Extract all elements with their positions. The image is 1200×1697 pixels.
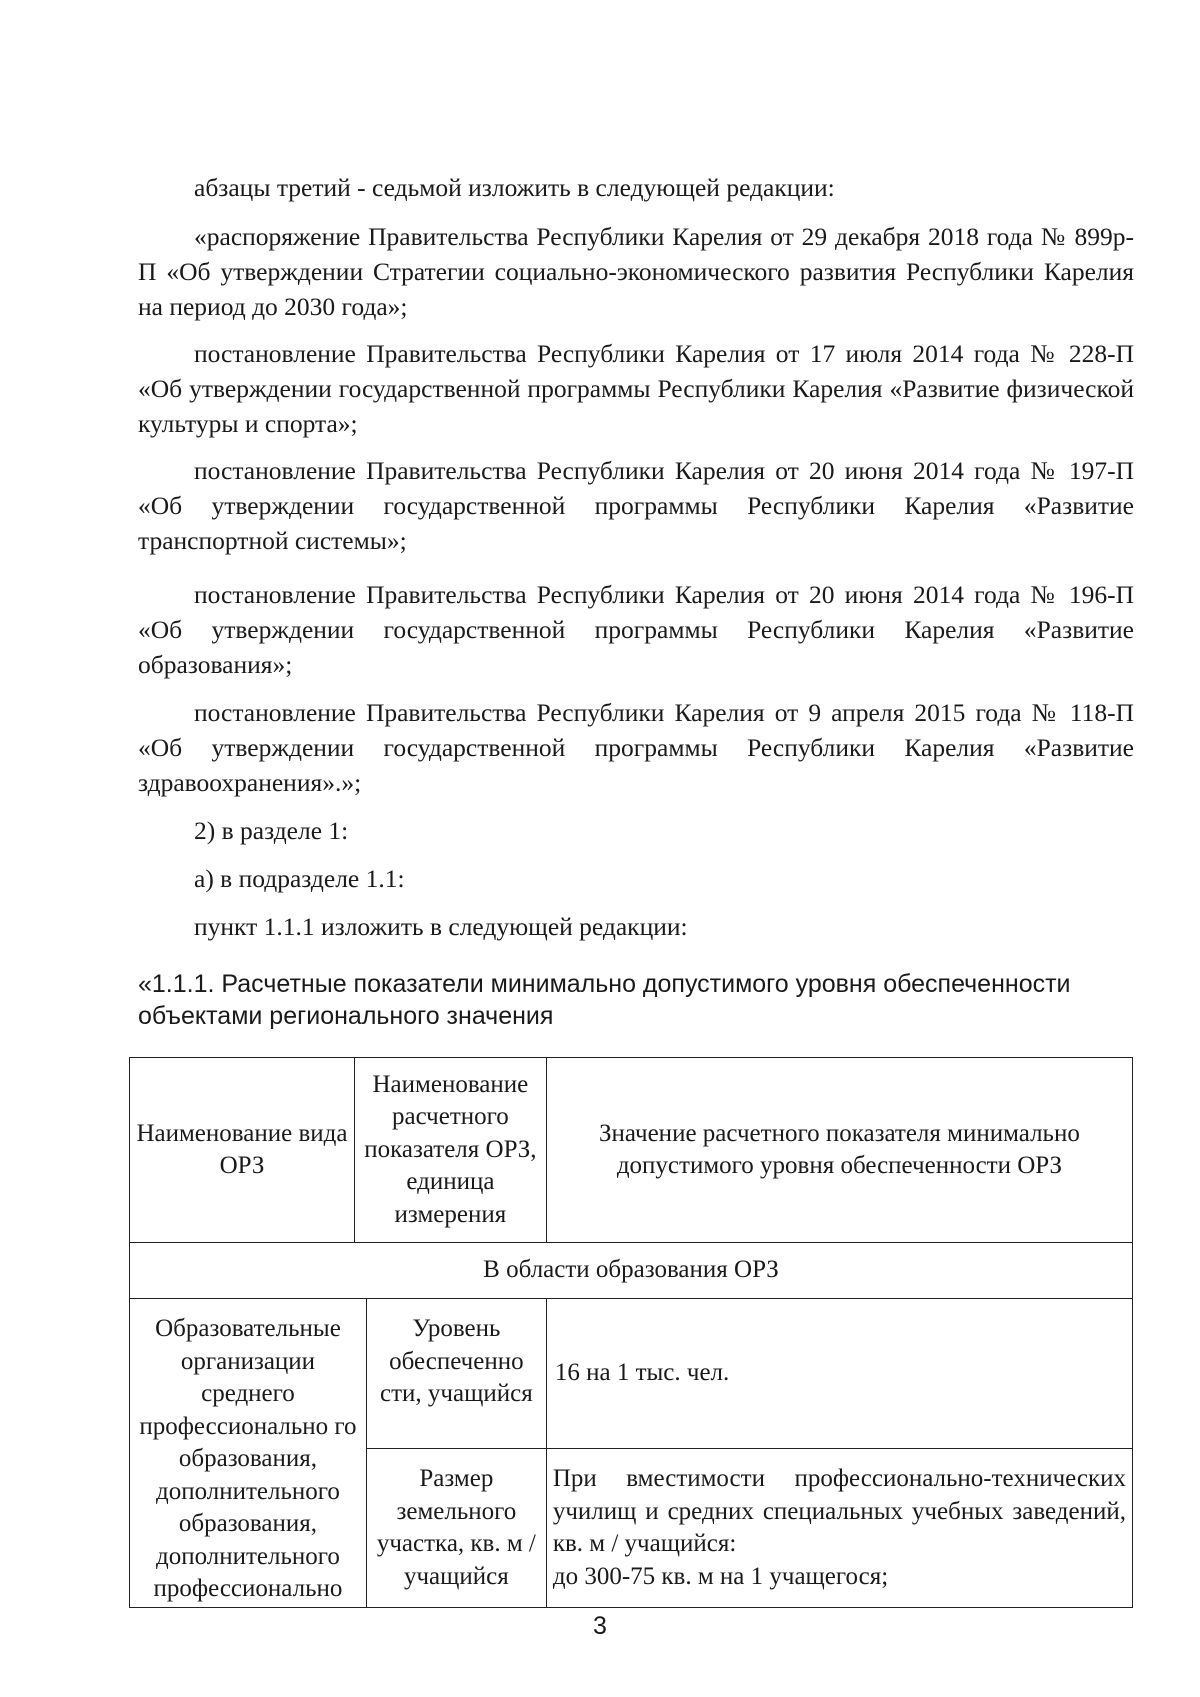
value-cell-2-line1: При вместимости профессионально-технических училищ и средних специальных учебных заведений, кв. м / учащийся: (552, 1465, 1126, 1557)
body-text (138, 170, 1134, 944)
paragraph-8: а) в подразделе 1.1: (194, 864, 405, 893)
orz-table (129, 1057, 1133, 1608)
paragraph-4: постановление Правительства Республики Карелия от 20 июня 2014 года № 197-П «Об утверждении государственной программы Республики Карелия «Развитие транспортной системы»; (138, 456, 1134, 555)
paragraph-6: постановление Правительства Республики Карелия от 9 апреля 2015 года № 118-П «Об утверждении государственной программы Республики Карелия «Развитие здравоохранения».»; (138, 698, 1134, 797)
indicator-cell-1: Уровень обеспеченно сти, учащийся (366, 1299, 546, 1449)
paragraph-9: пункт 1.1.1 изложить в следующей редакции: (194, 912, 688, 941)
header-orz-type: Наименование вида ОРЗ (130, 1058, 355, 1243)
header-indicator-value: Значение расчетного показателя минимально допустимого уровня обеспеченности ОРЗ (546, 1058, 1132, 1243)
section-education: В области образования ОРЗ (130, 1243, 1133, 1299)
indicator-cell-2: Размер земельного участка, кв. м / учащийся (366, 1449, 546, 1608)
table-section-row (130, 1243, 1133, 1299)
page-number: 3 (593, 1612, 607, 1640)
value-cell-2-line2: до 300-75 кв. м на 1 учащегося; (552, 1562, 889, 1590)
header-indicator-name: Наименование расчетного показателя ОРЗ, единица измерения (354, 1058, 546, 1243)
value-cell-1: 16 на 1 тыс. чел. (546, 1299, 1132, 1449)
paragraph-5: постановление Правительства Республики Карелия от 20 июня 2014 года № 196-П «Об утверждении государственной программы Республики Карелия «Развитие образования»; (138, 580, 1134, 679)
value-cell-2 (546, 1449, 1132, 1608)
paragraph-1: абзацы третий - седьмой изложить в следующей редакции: (194, 173, 835, 202)
paragraph-2: «распоряжение Правительства Республики Карелия от 29 декабря 2018 года № 899р-П «Об утверждении Стратегии социально-экономического развития Республики Карелия на период до 2030 года»; (138, 222, 1134, 321)
paragraph-3: постановление Правительства Республики Карелия от 17 июля 2014 года № 228-П «Об утверждении государственной программы Республики Карелия «Развитие физической культуры и спорта»; (138, 339, 1134, 438)
section-heading: «1.1.1. Расчетные показатели минимально допустимого уровня обеспеченности объектами регионального значения (138, 970, 1071, 1030)
object-name-cell: Образовательные организации среднего профессионально го образования, дополнительного образования, дополнительного профессионально (130, 1299, 367, 1608)
paragraph-7: 2) в разделе 1: (194, 816, 349, 845)
table-header-row (130, 1058, 1133, 1243)
table-row (130, 1299, 1133, 1449)
